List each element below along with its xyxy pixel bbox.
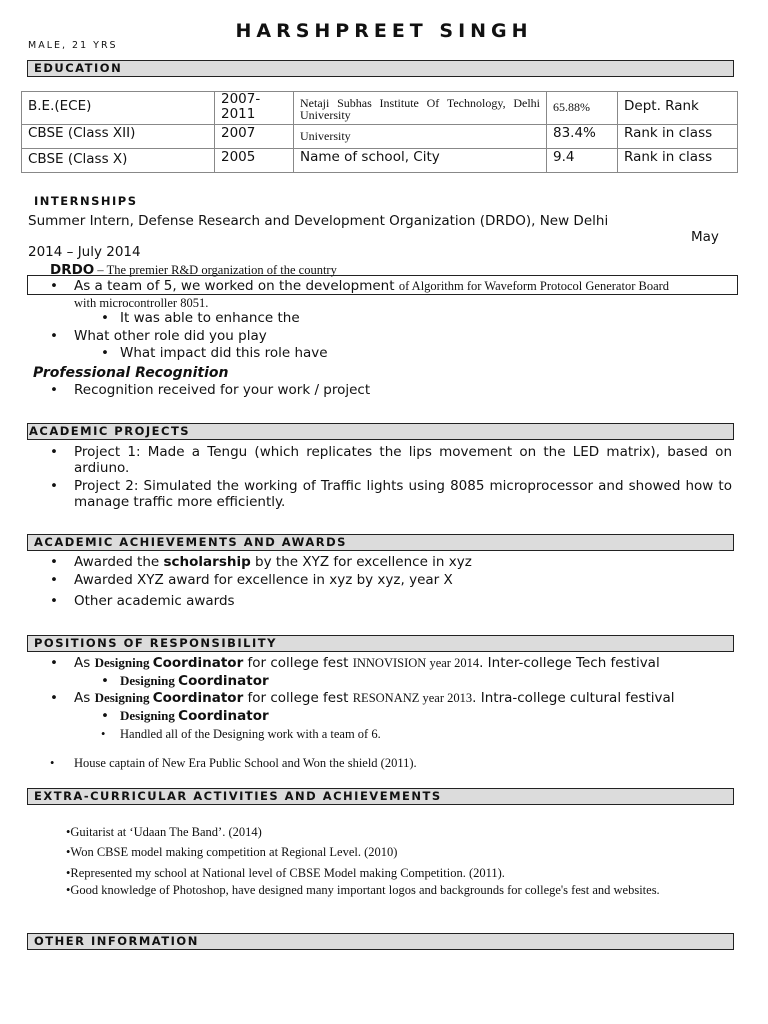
internship-bullet-1-cont: with microcontroller 8051.: [74, 296, 209, 310]
table-row: CBSE (Class XII) 2007 University 83.4% Rank in class: [22, 125, 738, 149]
extracurricular-item-1: •Guitarist at ‘Udaan The Band’. (2014): [66, 825, 262, 839]
achievement-item-1: • Awarded the scholarship by the XYZ for excellence in xyz: [74, 554, 472, 570]
internship-bullet-1: • As a team of 5, we worked on the development of Algorithm for Waveform Protocol Generator Board: [74, 278, 669, 294]
position-sub-item-2: • Designing Coordinator: [120, 708, 269, 724]
recognition-heading: Professional Recognition: [33, 365, 229, 381]
section-extracurricular: EXTRA-CURRICULAR ACTIVITIES AND ACHIEVEMENTS: [27, 788, 734, 805]
achievement-item-3: • Other academic awards: [74, 593, 235, 609]
internship-org-line: DRDO – The premier R&D organization of the country: [50, 262, 337, 278]
position-item-1: • As Designing Coordinator for college fest INNOVISION year 2014. Inter-college Tech festival: [74, 655, 660, 671]
extracurricular-item-2: •Won CBSE model making competition at Regional Level. (2010): [66, 845, 398, 859]
section-other-information: OTHER INFORMATION: [27, 933, 734, 950]
candidate-name: HARSHPREET SINGH: [235, 20, 533, 42]
project-item-2: • Project 2: Simulated the working of Traffic lights using 8085 microprocessor and showed how to manage traffic more efficiently.: [74, 478, 732, 510]
internship-sub-bullet-1: • It was able to enhance the: [120, 310, 300, 326]
section-education: EDUCATION: [27, 60, 734, 77]
position-sub-item-3: • Handled all of the Designing work with a team of 6.: [120, 727, 381, 742]
candidate-subtitle: MALE, 21 YRS: [28, 40, 118, 51]
section-achievements: ACADEMIC ACHIEVEMENTS AND AWARDS: [27, 534, 734, 551]
internship-period: 2014 – July 2014: [28, 244, 141, 260]
table-row: CBSE (Class X) 2005 Name of school, City 9.4 Rank in class: [22, 149, 738, 173]
position-item-3: • House captain of New Era Public School and Won the shield (2011).: [74, 756, 417, 771]
project-item-1: • Project 1: Made a Tengu (which replicates the lips movement on the LED matrix), based on ardiuno.: [74, 444, 732, 476]
recognition-item: • Recognition received for your work / project: [74, 382, 370, 398]
internship-title: Summer Intern, Defense Research and Development Organization (DRDO), New Delhi: [28, 213, 609, 229]
section-academic-projects: ACADEMIC PROJECTS: [27, 423, 734, 440]
internship-sub-bullet-2: • What impact did this role have: [120, 345, 328, 361]
internship-bullet-2: • What other role did you play: [74, 328, 267, 344]
extracurricular-item-3: •Represented my school at National level of CBSE Model making Competition. (2011).: [66, 866, 505, 880]
position-sub-item-1: • Designing Coordinator: [120, 673, 269, 689]
internships-heading: INTERNSHIPS: [34, 194, 138, 208]
section-positions: POSITIONS OF RESPONSIBILITY: [27, 635, 734, 652]
table-row: B.E.(ECE) 2007-2011 Netaji Subhas Institute Of Technology, Delhi University 65.88% Dept. Rank: [22, 92, 738, 125]
extracurricular-item-4: •Good knowledge of Photoshop, have designed many important logos and backgrounds for college's fest and websites.: [66, 883, 660, 897]
position-item-2: • As Designing Coordinator for college fest RESONANZ year 2013. Intra-college cultural festival: [74, 690, 675, 706]
internship-month: May: [691, 229, 719, 245]
education-table: [21, 91, 738, 173]
achievement-item-2: • Awarded XYZ award for excellence in xyz by xyz, year X: [74, 572, 453, 588]
